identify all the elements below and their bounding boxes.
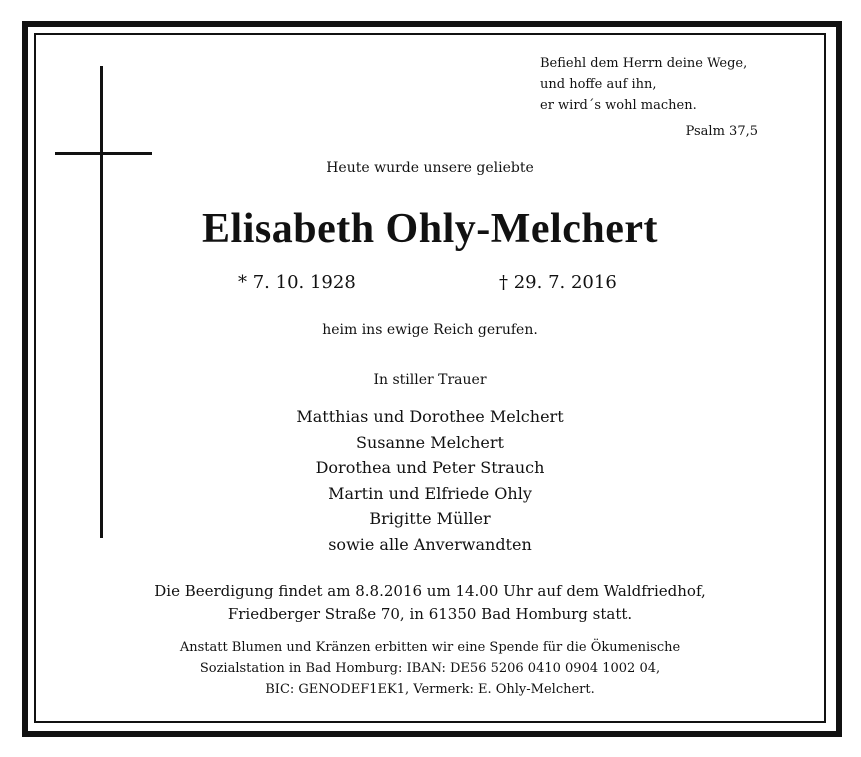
mourner-name: Dorothea und Peter Strauch: [315, 458, 545, 477]
donation-info: [34, 637, 826, 700]
deceased-name: Elisabeth Ohly-Melchert: [202, 206, 658, 252]
psalm-line: Befiehl dem Herrn deine Wege,: [540, 56, 748, 71]
mourner-name: sowie alle Anverwandten: [328, 534, 532, 554]
called-home-text: heim ins ewige Reich gerufen.: [322, 322, 538, 338]
donation-line: Sozialstation in Bad Homburg: IBAN: DE56 5206 0410 0904 1002 04,: [199, 661, 661, 676]
mourner-name: Susanne Melchert: [356, 432, 504, 452]
cross-icon-horizontal-beam: [55, 152, 152, 155]
psalm-quote: [540, 53, 747, 116]
donation-line: BIC: GENODEF1EK1, Vermerk: E. Ohly-Melchert.: [265, 682, 595, 697]
psalm-line: er wird´s wohl machen.: [540, 98, 697, 113]
funeral-line: Friedberger Straße 70, in 61350 Bad Homburg statt.: [227, 605, 633, 623]
donation-line: Anstatt Blumen und Kränzen erbitten wir eine Spende für die Ökumenische: [179, 640, 681, 655]
death-date: † 29. 7. 2016: [499, 272, 617, 293]
funeral-info: [34, 580, 826, 626]
psalm-reference: Psalm 37,5: [685, 124, 758, 139]
mourning-heading: In stiller Trauer: [373, 372, 487, 388]
birth-date: * 7. 10. 1928: [238, 272, 356, 293]
psalm-line: und hoffe auf ihn,: [540, 77, 657, 92]
funeral-line: Die Beerdigung findet am 8.8.2016 um 14.00 Uhr auf dem Waldfriedhof,: [154, 582, 706, 600]
mourner-name: Brigitte Müller: [369, 509, 491, 528]
mourner-name: Matthias und Dorothee Melchert: [296, 407, 564, 426]
mourner-list: [34, 404, 826, 557]
mourner-name: Martin und Elfriede Ohly: [328, 483, 532, 503]
intro-text: Heute wurde unsere geliebte: [326, 160, 534, 176]
